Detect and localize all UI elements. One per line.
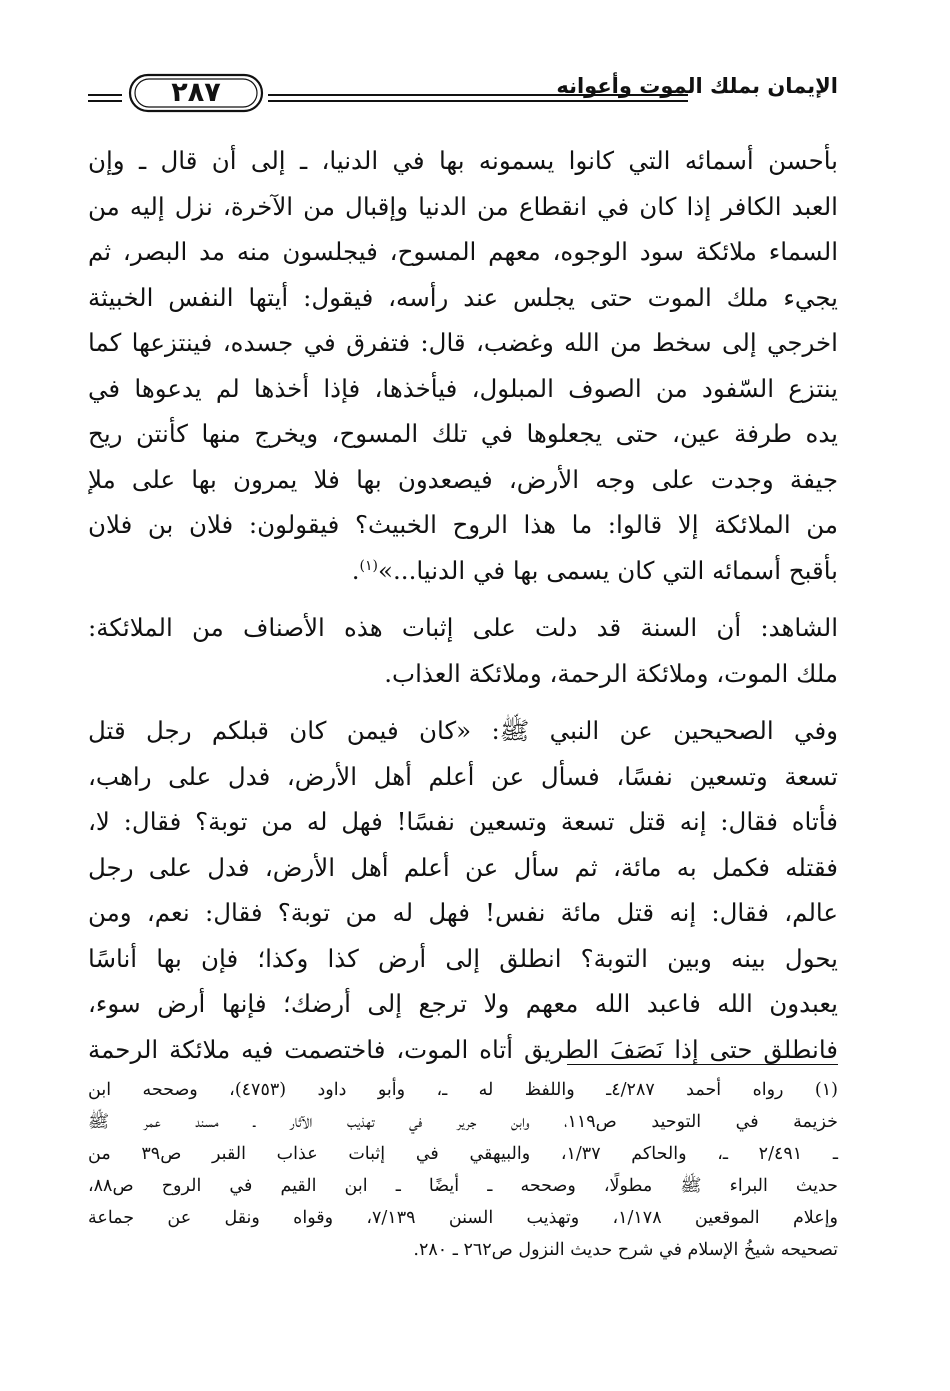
paragraph-witness: [88, 605, 838, 696]
text-line: العبد الكافر إذا كان في انقطاع من الدنيا وإقبال من الآخرة، نزل إليه من: [88, 191, 838, 221]
footnote-line: ـ ٢/٤٩١ ـ، والحاكم ١/٣٧، والبيهقي في إثبات عذاب القبر ص٣٩ من: [88, 1144, 838, 1164]
page-number-badge: [126, 72, 266, 114]
text-line: [88, 548, 838, 594]
text-line: يجيء ملك الموت حتى يجلس عند رأسه، فيقول: أيتها النفس الخبيثة: [88, 282, 838, 312]
footnote-line: (١) رواه أحمد ٤/٢٨٧ـ واللفظ له ـ، وأبو داود (٤٧٥٣)، وصححه ابن: [88, 1080, 838, 1100]
text-line: وفي الصحيحين عن النبي ﷺ: «كان فيمن كان قبلكم رجل قتل: [88, 716, 838, 745]
running-title: الإيمان بملك الموت وأعوانه: [556, 74, 838, 98]
text-line: فانطلق حتى إذا نَصَفَ الطريق أتاه الموت، فاختصمت فيه ملائكة الرحمة: [88, 1034, 838, 1064]
text-line-content: بأقبح أسمائه التي كان يسمى بها في الدنيا...»: [378, 555, 838, 585]
footnote-line: تصحيحه شيخُ الإسلام في شرح حديث النزول ص٢٦٢ ـ ٢٨٠.: [413, 1240, 838, 1260]
text-line: اخرجي إلى سخط من الله وغضب، قال: فتفرق في جسده، فينتزعها كما: [88, 328, 838, 357]
footnote-line: خزيمة في التوحيد ص١١٩، وابن جرير في تهذيب الآثار ـ مسند عمر ﷺ: [88, 1112, 838, 1132]
footnote-separator: [567, 1064, 838, 1065]
main-text: [88, 138, 838, 1072]
text-line: السماء ملائكة سود الوجوه، معهم المسوح، فيجلسون منه مد البصر، ثم: [88, 237, 838, 266]
text-line: بأحسن أسمائه التي كانوا يسمونه بها في الدنيا، ـ إلى أن قال ـ وإن: [88, 146, 838, 175]
text-line: ملك الموت، وملائكة الرحمة، وملائكة العذاب.: [384, 658, 838, 688]
text-line: تسعة وتسعين نفسًا، فسأل عن أعلم أهل الأرض، فدل على راهب،: [88, 761, 838, 791]
text-line: يده طرفة عين، حتى يجعلوها في تلك المسوح، ويخرج منها كأنتن ريح: [88, 419, 838, 448]
header-rule-left-bottom: [88, 100, 122, 102]
footnote-reference[interactable]: (١): [359, 557, 379, 574]
text-line: يعبدون الله فاعبد الله معهم ولا ترجع إلى أرضك؛ فإنها أرض سوء،: [88, 989, 838, 1018]
text-line: فأتاه فقال: إنه قتل تسعة وتسعين نفسًا! فهل له من توبة؟ فقال: لا،: [88, 807, 838, 836]
text-line: ينتزع السّفود من الصوف المبلول، فيأخذها، فإذا أخذها لم يدعوها في: [88, 373, 838, 403]
paragraph-sahihayn-hadith: [88, 708, 838, 1072]
paragraph-hadith-continuation: [88, 138, 838, 593]
text-line: الشاهد: أن السنة قد دلت على إثبات هذه الأصناف من الملائكة:: [88, 613, 838, 642]
text-line: عالم، فقال: إنه قتل مائة نفس! فهل له من توبة؟ فقال: نعم، ومن: [88, 898, 838, 927]
header-rule-left-top: [88, 94, 122, 96]
text-line: جيفة وجدت على وجه الأرض، فيصعدون بها فلا يمرون بها على ملإ: [88, 464, 838, 494]
text-line: فقتله فكمل به مائة، ثم سأل عن أعلم أهل الأرض، فدل على رجل: [88, 852, 838, 882]
text-line: يحول بينه وبين التوبة؟ انطلق إلى أرض كذا وكذا؛ فإن بها أناسًا: [88, 943, 838, 973]
footnote-line: وإعلام الموقعين ١/١٧٨، وتهذيب السنن ٧/١٣٩، وقواه ونقل عن جماعة: [88, 1208, 839, 1228]
footnote-line: حديث البراء ﷺ مطولًا، وصححه ـ أيضًا ـ ابن القيم في الروح ص٨٨،: [88, 1176, 838, 1196]
header-rule-bottom: [268, 100, 688, 102]
text-line: من الملائكة إلا قالوا: ما هذا الروح الخبيث؟ فيقولون: فلان بن فلان: [88, 510, 838, 539]
footnotes: [88, 1074, 838, 1266]
sentence-end: .: [351, 555, 360, 585]
page-header: [88, 66, 838, 116]
page-number: ٢٨٧: [171, 77, 221, 108]
